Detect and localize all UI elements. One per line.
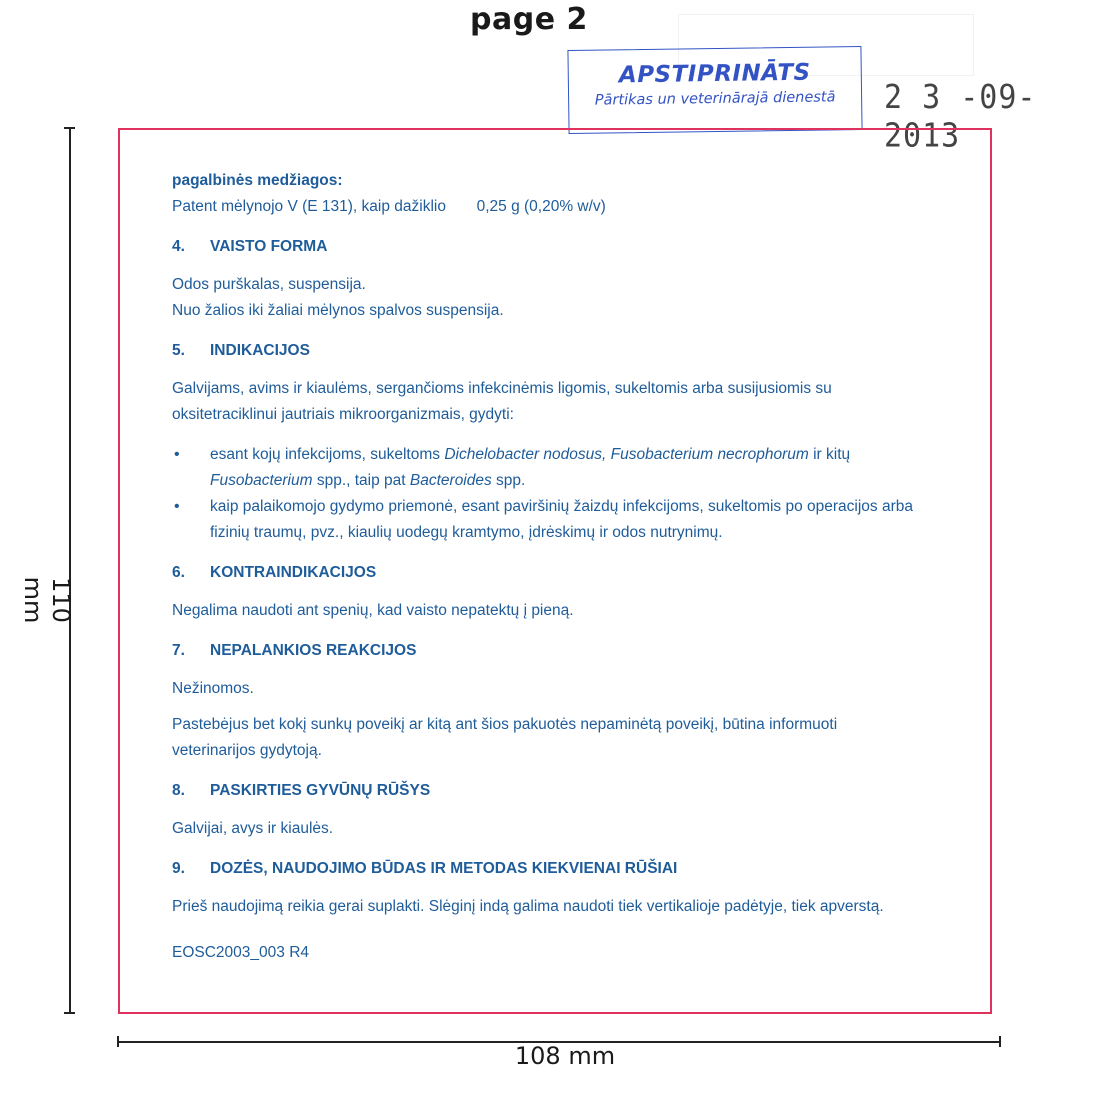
section-title: INDIKACIJOS [210, 342, 310, 359]
section-4-heading [172, 234, 932, 260]
approval-stamp [567, 46, 862, 134]
section-4-line-2: Nuo žalios iki žaliai mėlynos spalvos suspensija. [172, 302, 504, 319]
section-title: PASKIRTIES GYVŪNŲ RŪŠYS [210, 782, 431, 799]
section-number: 4. [172, 238, 185, 255]
section-6-heading [172, 560, 932, 586]
section-title: NEPALANKIOS REAKCIJOS [210, 642, 417, 659]
section-title: KONTRAINDIKACIJOS [210, 564, 377, 581]
section-number: 9. [172, 860, 185, 877]
excipients-line [172, 194, 932, 220]
section-title: VAISTO FORMA [210, 238, 328, 255]
section-9-text: Prieš naudojimą reikia gerai suplakti. Slėginį indą galima naudoti tiek vertikalioje padėtyje, tiek apverstą. [172, 898, 884, 915]
indications-list [172, 442, 932, 546]
section-9-heading [172, 856, 932, 882]
section-8-text: Galvijai, avys ir kiaulės. [172, 820, 334, 837]
width-dimension-cap-left [117, 1036, 119, 1047]
height-dimension-cap-bottom [64, 1012, 75, 1014]
section-7-text-1: Nežinomos. [172, 680, 254, 697]
stamp-subtitle: Pārtikas un veterinārajā dienestā [594, 89, 836, 109]
width-dimension-cap-right [999, 1036, 1001, 1047]
height-dimension-cap-top [64, 127, 75, 129]
section-number: 8. [172, 782, 185, 799]
section-8-heading [172, 778, 932, 804]
section-4-line-1: Odos purškalas, suspensija. [172, 276, 366, 293]
height-dimension-label: 110 mm [19, 576, 75, 624]
list-item: • kaip palaikomojo gydymo priemonė, esant paviršinių žaizdų infekcijoms, sukeltomis po operacijos arba fizinių traumų, pvz., kiaulių uodegų kramtymo, įdrėskimų ir odos nutrynimų. [172, 494, 932, 546]
section-7-text-2a: Pastebėjus bet kokį sunkų poveikį ar kitą ant šios pakuotės nepaminėtą poveikį, būtina informuoti [172, 716, 838, 733]
excipients-heading: pagalbinės medžiagos: [172, 172, 343, 189]
section-5-intro-1: Galvijams, avims ir kiaulėms, sergančioms infekcinėmis ligomis, sukeltomis arba susijusiomis su [172, 380, 832, 397]
section-title: DOZĖS, NAUDOJIMO BŪDAS IR METODAS KIEKVIENAI RŪŠIAI [210, 860, 678, 877]
excipient-amount: 0,25 g (0,20% w/v) [476, 198, 606, 215]
section-number: 6. [172, 564, 185, 581]
list-item: • esant kojų infekcijoms, sukeltoms Dichelobacter nodosus, Fusobacterium necrophorum ir kitų Fusobacterium spp., taip pat Bacteroides spp. [172, 442, 932, 494]
section-7-text-2b: veterinarijos gydytoją. [172, 742, 322, 759]
section-6-text: Negalima naudoti ant spenių, kad vaisto nepatektų į pieną. [172, 602, 574, 619]
width-dimension-label: 108 mm [514, 1042, 616, 1070]
footer-code: EOSC2003_003 R4 [172, 944, 310, 961]
section-5-heading [172, 338, 932, 364]
section-5-intro-2: oksitetraciklinui jautriais mikroorganizmais, gydyti: [172, 406, 514, 423]
section-number: 7. [172, 642, 185, 659]
stamp-title: APSTIPRINĀTS [618, 59, 811, 89]
stamp-date: 2 3 -09- 2013 [884, 78, 1037, 156]
page-label: page 2 [470, 2, 588, 37]
excipient-name: Patent mėlynojo V (E 131), kaip dažiklio [172, 198, 446, 215]
section-number: 5. [172, 342, 185, 359]
section-7-heading [172, 638, 932, 664]
label-content [172, 168, 932, 966]
